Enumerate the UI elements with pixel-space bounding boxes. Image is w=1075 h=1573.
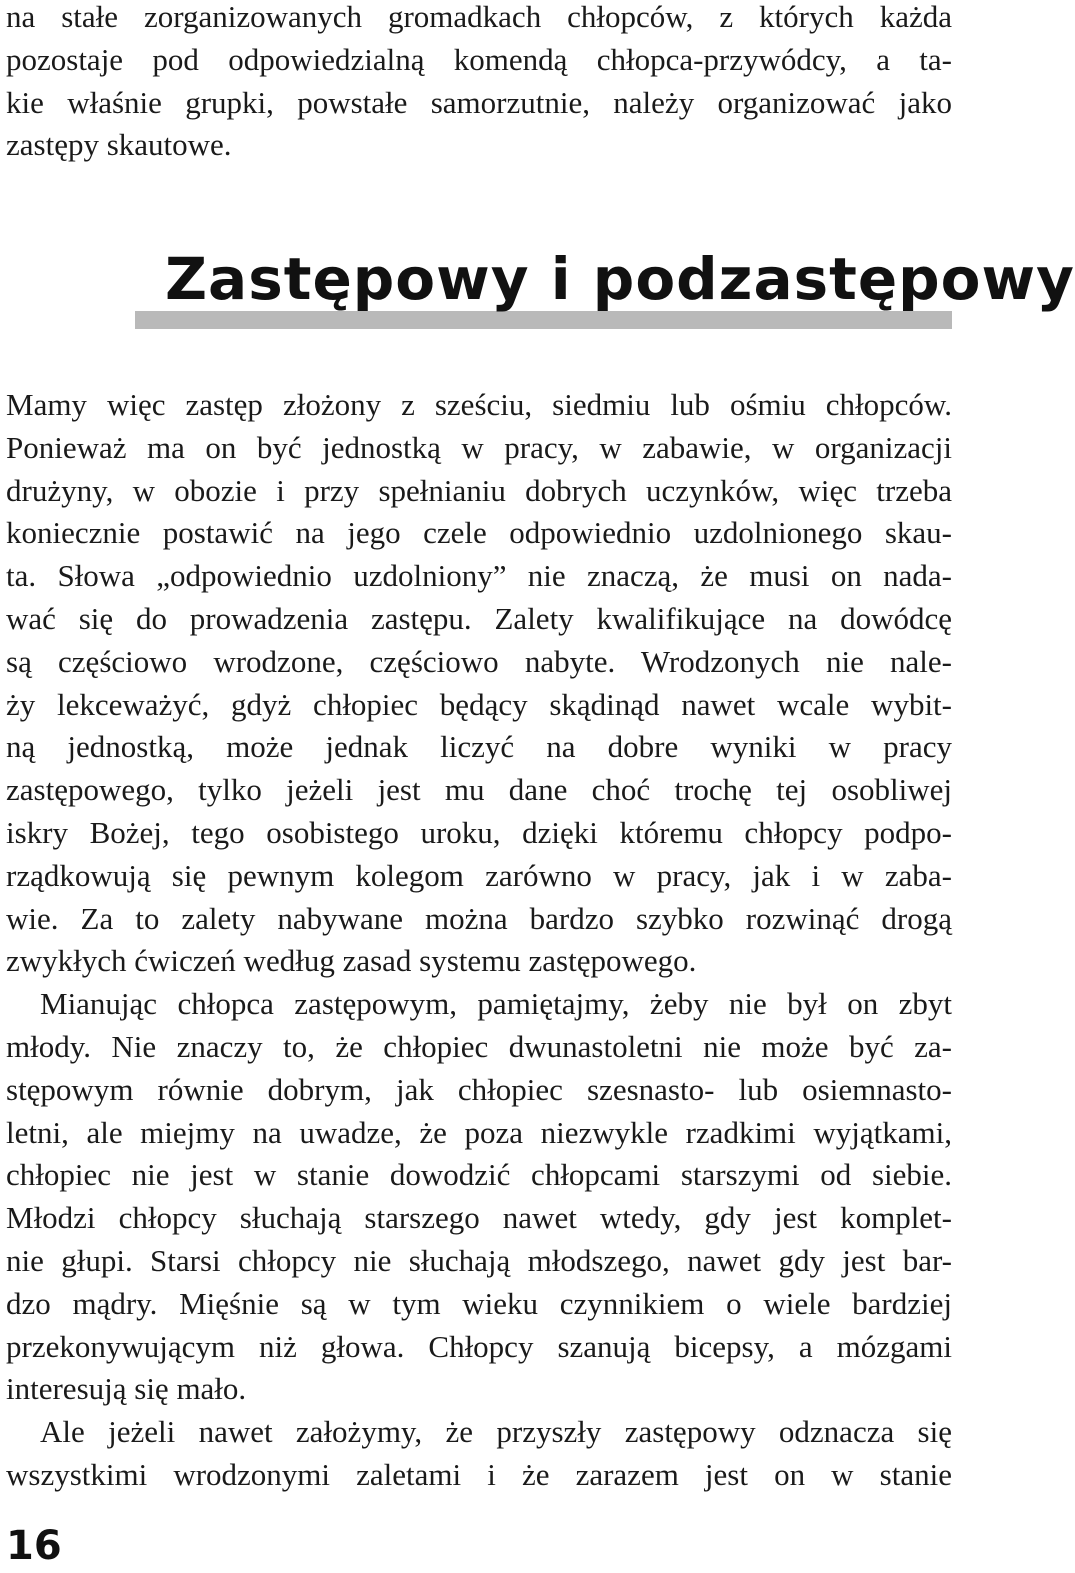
text-line: zwykłych ćwiczeń według zasad systemu zastępowego. xyxy=(6,943,697,979)
text-line: ży lekceważyć, gdyż chłopiec będący skądinąd nawet wcale wybit- xyxy=(6,686,952,722)
text-line: wie. Za to zalety nabywane można bardzo szybko rozwinąć drogą xyxy=(6,900,952,936)
text-line: zastępowego, tylko jeżeli jest mu dane choć trochę tej osobliwej xyxy=(6,772,952,808)
section-heading-block xyxy=(135,238,1075,332)
text-line: ta. Słowa „odpowiednio uzdolniony” nie znaczą, że musi on nada- xyxy=(6,558,952,594)
text-line: są częściowo wrodzone, częściowo nabyte. Wrodzonych nie nale- xyxy=(6,643,952,679)
section-heading: Zastępowy i podzastępowy xyxy=(165,245,1075,313)
text-line: Ponieważ ma on być jednostką w pracy, w zabawie, w organizacji xyxy=(6,429,952,465)
text-line: na stałe zorganizowanych gromadkach chłopców, z których każda xyxy=(6,0,952,34)
text-line: wać się do prowadzenia zastępu. Zalety kwalifikujące na dowódcę xyxy=(6,600,952,636)
text-line: nie głupi. Starsi chłopcy nie słuchają młodszego, nawet gdy jest bar- xyxy=(6,1242,952,1278)
text-line: interesują się mało. xyxy=(6,1371,247,1407)
text-line: przekonywującym niż głowa. Chłopcy szanują bicepsy, a mózgami xyxy=(6,1328,952,1364)
text-line: Młodzi chłopcy słuchają starszego nawet wtedy, gdy jest komplet- xyxy=(6,1200,952,1236)
text-line: ną jednostką, może jednak liczyć na dobre wyniki w pracy xyxy=(6,729,952,765)
body-text xyxy=(6,384,952,1497)
text-line: iskry Bożej, tego osobistego uroku, dzięki któremu chłopcy podpo- xyxy=(6,814,952,850)
text-line: stępowym równie dobrym, jak chłopiec szesnasto- lub osiemnasto- xyxy=(6,1071,952,1107)
text-line: letni, ale miejmy na uwadze, że poza niezwykle rzadkimi wyjątkami, xyxy=(6,1114,952,1150)
page-number: 16 xyxy=(6,1523,62,1569)
intro-paragraph xyxy=(6,0,952,167)
text-line: dzo mądry. Mięśnie są w tym wieku czynnikiem o wiele bardziej xyxy=(6,1285,952,1321)
text-line: rządkowują się pewnym kolegom zarówno w pracy, jak i w zaba- xyxy=(6,857,952,893)
text-line: pozostaje pod odpowiedzialną komendą chłopca-przywódcy, a ta- xyxy=(6,41,952,77)
text-line: chłopiec nie jest w stanie dowodzić chłopcami starszymi od siebie. xyxy=(6,1157,952,1193)
text-line: Mianując chłopca zastępowym, pamiętajmy, żeby nie był on zbyt xyxy=(40,986,952,1022)
text-line: koniecznie postawić na jego czele odpowiednio uzdolnionego skau- xyxy=(6,515,952,551)
text-line: wszystkimi wrodzonymi zaletami i że zarazem jest on w stanie xyxy=(6,1456,952,1492)
text-line: zastępy skautowe. xyxy=(6,127,232,163)
text-line: Ale jeżeli nawet założymy, że przyszły zastępowy odznacza się xyxy=(40,1414,952,1450)
text-line: kie właśnie grupki, powstałe samorzutnie, należy organizować jako xyxy=(6,84,952,120)
text-line: Mamy więc zastęp złożony z sześciu, siedmiu lub ośmiu chłopców. xyxy=(6,387,952,422)
text-line: młody. Nie znaczy to, że chłopiec dwunastoletni nie może być za- xyxy=(6,1028,952,1064)
text-line: drużyny, w obozie i przy spełnianiu dobrych uczynków, więc trzeba xyxy=(6,472,952,508)
